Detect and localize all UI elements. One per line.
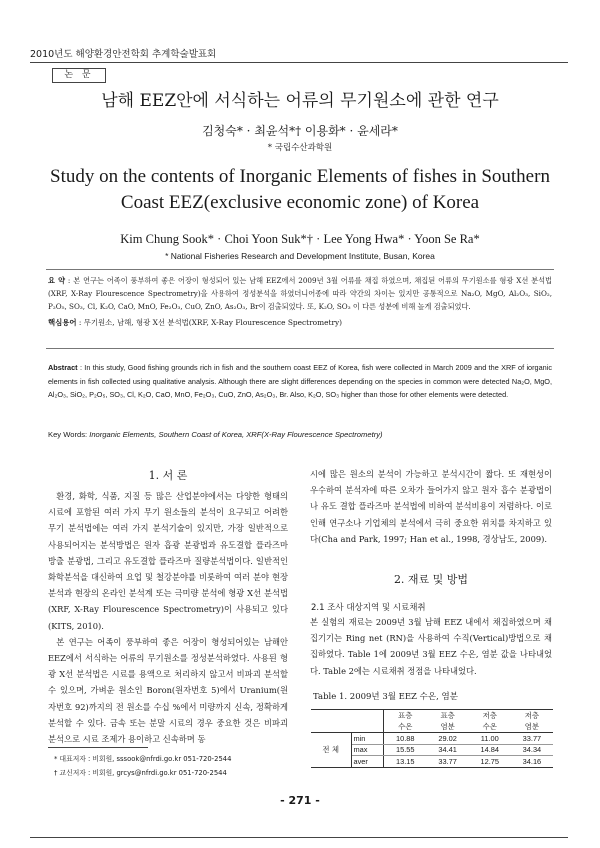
keywords-english-label: Key Words: xyxy=(48,430,90,439)
table-cell: 10.88 xyxy=(384,733,427,745)
section2-heading: 2. 재료 및 방법 xyxy=(393,573,469,586)
table-header-cell: 저층 xyxy=(482,711,497,720)
table-row-label: aver xyxy=(353,756,368,766)
keywords-korean xyxy=(48,317,552,329)
table-row xyxy=(311,733,553,745)
keywords-korean-label: 핵심용어 xyxy=(48,318,77,327)
keywords-korean-text: : 무기원소, 남해, 형광 X선 분석법(XRF, X-Ray Flourescence Spectrometry) xyxy=(76,318,343,327)
table-cell: 12.75 xyxy=(480,756,500,766)
authors-english: Kim Chung Sook* · Choi Yoon Suk*† · Lee Yong Hwa* · Yoon Se Ra* xyxy=(120,232,480,246)
table-header-cell xyxy=(311,710,351,722)
table-cell: 34.34 xyxy=(511,744,553,756)
title-english xyxy=(30,164,570,216)
section2-1-heading: 2.1 조사 대상지역 및 시료채취 xyxy=(311,603,426,613)
table-header-cell: 수온 xyxy=(482,722,497,731)
table-group-label: 전 체 xyxy=(311,733,351,768)
section-tag: 논 문 xyxy=(52,68,106,83)
conference-header: 2010년도 해양환경안전학회 추계학술발표회 xyxy=(30,49,217,60)
table1 xyxy=(311,709,553,768)
abstract-divider-rule xyxy=(46,348,554,349)
table-cell: 33.77 xyxy=(511,733,553,745)
table-header-cell xyxy=(351,710,384,722)
affiliation-english: * National Fisheries Research and Development Institute, Busan, Korea xyxy=(165,251,435,261)
footnote-author: * 대표저자 : 비회원, sssook@nfrdi.go.kr 051-720-2544 xyxy=(54,755,232,763)
table-header-cell: 저층 xyxy=(524,711,540,720)
section1-continued: 시에 많은 원소의 분석이 가능하고 분석시간이 짧다. 또 재현성이 우수하여 분석자에 따른 오차가 들어가지 않고 원자 흡수 분광법이나 유도 결합 플라즈마 분석법에 비하여 분석비용이 저렴하다. 이로 인해 연구소나 기업체의 분석에서 극히 중요한 위치를 차지하고 있다(Cha and Park, 1997; Han et al., 1998, 경상남도, 2009). xyxy=(310,469,552,544)
section1-paragraph1: 환경, 화학, 식품, 지질 등 많은 산업분야에서는 다양한 형태의 시료에 포함된 여러 가지 무기 원소들의 분석이 요구되고 어려한 무기 분석법에는 여러 가지 분석기술이 있지만, 가장 일반적으로 사용되어지는 분석방법은 원자 흡광 분광법과 유도결합 플라즈마 방출 분광법, 그리고 유도결합 플라즈마 질량분석법이다. 일반적인 화학분석을 대신하여 요업 및 철강분야를 비롯하여 여러 분야 현장분석과 현장의 온라인 분석계 또는 극미량 분석에 형광 X선 분석법(XRF, X-Ray Flourescence Spectrometry)이 사용되고 있다(KITS, 2010). xyxy=(48,491,288,631)
table-header-cell xyxy=(311,721,351,733)
table-cell: 29.02 xyxy=(427,733,469,745)
title-english-line1: Study on the contents of Inorganic Elements of fishes in Southern xyxy=(50,166,550,187)
authors-korean: 김청숙* · 최윤석*† 이용화* · 윤세라* xyxy=(202,124,398,138)
table-header-cell xyxy=(351,721,384,733)
table-cell: 34.41 xyxy=(427,744,469,756)
table-header-row xyxy=(311,710,553,722)
table-cell: 13.15 xyxy=(384,756,427,768)
table-header-cell: 염분 xyxy=(524,722,540,731)
table-header-cell: 표층 xyxy=(384,710,427,722)
page-number: - 271 - xyxy=(280,794,320,807)
footer-rule xyxy=(30,837,568,838)
header-rule xyxy=(30,62,568,63)
footnote-rule xyxy=(48,747,148,748)
abstract-korean-text: : 본 연구는 어족이 풍부하여 좋은 어장이 형성되어 있는 남해 EEZ에서 2009년 3월 어류를 채집 하였으며, 채집된 어류의 무기원소를 형광 X선 분석법(XRF, X-Ray Flourescence Spectrometry)을 사용하여 정성분석을 하였더니어종에 따라 약간의 차이는 있지만 공통적으로 Na₂O, MgO, Al₂O₃, SiO₂, P₂O₅, SO₃, Cl, K₂O, CaO, MnO, Fe₂O₃, CuO, ZnO, As₂O₃, Br이 검출되었다. 또, K₂O, SO₃ 이 다른 성분에 비해 높게 검출되었다. xyxy=(48,276,553,311)
table-header-row xyxy=(311,721,553,733)
left-column xyxy=(48,488,288,747)
keywords-english-text: Inorganic Elements, Southern Coast of Korea, XRF(X-Ray Flourescence Spectrometry) xyxy=(89,430,383,439)
table-header-cell: 표층 xyxy=(440,711,455,720)
footnote-corresponding: † 교신저자 : 비회원, grcys@nfrdi.go.kr 051-720-2544 xyxy=(54,769,227,777)
section1-heading: 1. 서 론 xyxy=(148,469,188,482)
table1-caption: Table 1. 2009년 3월 EEZ 수온, 염분 xyxy=(313,692,458,702)
table-cell: 15.55 xyxy=(384,744,427,756)
section2-paragraph: 본 실험의 재료는 2009년 3월 남해 EEZ 내에서 채집하였으며 채집기기는 Ring net (RN)을 사용하여 수직(Vertical)방법으로 채집하였다. Table 1에 2009년 3월 EEZ 수온, 염분 값을 나타내었다. Table 2에는 시료채취 정점을 나타내었다. xyxy=(310,617,552,676)
table-cell: 34.16 xyxy=(522,756,542,766)
section1-paragraph2: 본 연구는 어족이 풍부하여 좋은 어장이 형성되어있는 남해안 EEZ에서 서식하는 어류의 무기원소를 정성분석하였다. 사용된 형광 X선 분석법은 시료를 용액으로 처리하지 않고서 비파괴 분석할 수 있으며, 가벼운 원소인 Boron(원자번호 5)에서 Uranium(원자번호 92)까지의 전 원소를 수십 %에서 미량까지 신속, 정확하게 분석할 수 있다. 금속 또는 분말 시료의 경우 중요한 것은 비파괴 분석으로 시료 조제가 용이하고 신속하며 동 xyxy=(48,636,288,745)
table-row-label: max xyxy=(351,744,384,756)
abstract-top-rule xyxy=(46,269,554,270)
abstract-english-label: Abstract xyxy=(48,363,78,372)
table-header-cell: 수온 xyxy=(384,721,427,733)
table-cell: 14.84 xyxy=(469,744,511,756)
affiliation-korean: * 국립수산과학원 xyxy=(267,143,333,153)
table-cell: 33.77 xyxy=(438,756,457,766)
keywords-english xyxy=(48,430,552,439)
abstract-korean xyxy=(48,274,552,313)
table-cell: 11.00 xyxy=(469,733,511,745)
table-header-cell: 염분 xyxy=(440,722,455,731)
title-korean: 남해 EEZ안에 서식하는 어류의 무기원소에 관한 연구 xyxy=(101,91,499,111)
abstract-english-text: : In this study, Good fishing grounds rich in fish and the southern coast EEZ of Korea, fish were collected in March 2009 and the XRF of iorganic elements in fish collected using qualitative analysis. Although there are slight differences depending on the species in common were detected Na₂O, MgO, Al₂O₃, SiO₂, P₂O₅, SO₃, Cl, K₂O, CaO, MnO, Fe₂O₃, CuO, ZnO, As₂O₃, Br. Also, K₂O, SO₃ higher than those for other elements were detected. xyxy=(48,363,552,399)
title-english-line2: Coast EEZ(exclusive economic zone) of Korea xyxy=(120,192,480,213)
abstract-english xyxy=(48,361,552,402)
abstract-korean-label: 요 약 xyxy=(48,276,66,285)
table-row-label: min xyxy=(351,733,384,745)
